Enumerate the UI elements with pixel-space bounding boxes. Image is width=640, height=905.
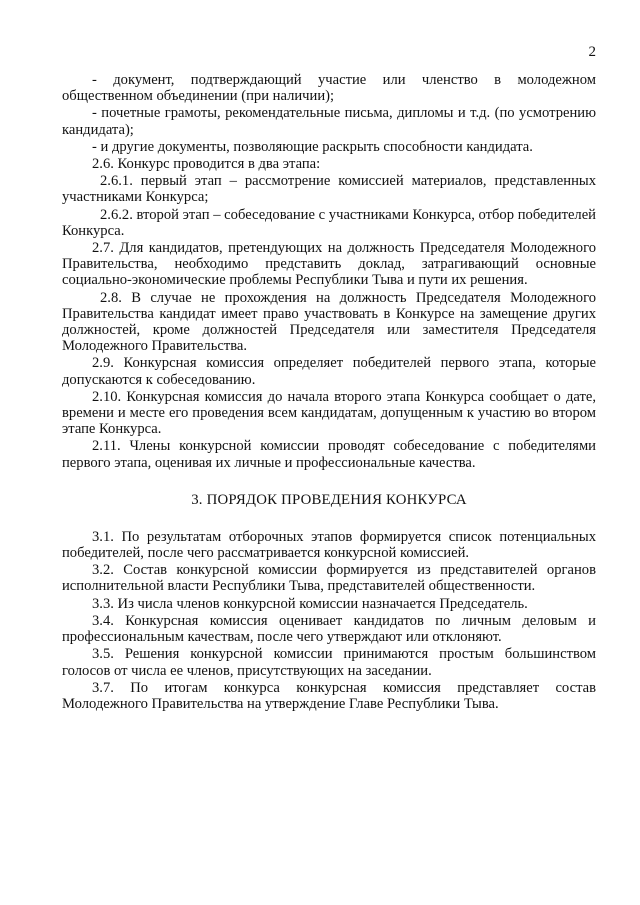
paragraph-3-2: 3.2. Состав конкурсной комиссии формируется из представителей органов исполнительной власти Республики Тыва, представителей общественности.: [62, 562, 596, 595]
paragraph-document-proof: - документ, подтверждающий участие или членство в молодежном общественном объединении (при наличии);: [62, 72, 596, 105]
paragraph-2-6-2: 2.6.2. второй этап – собеседование с участниками Конкурса, отбор победителей Конкурса.: [62, 206, 596, 239]
section-heading: 3. ПОРЯДОК ПРОВЕДЕНИЯ КОНКУРСА: [191, 491, 467, 508]
paragraph-3-4: 3.4. Конкурсная комиссия оценивает кандидатов по личным деловым и профессиональным качествам, после чего утверждают или отклоняют.: [62, 612, 596, 646]
paragraph-2-8: 2.8. В случае не прохождения на должность Председателя Молодежного Правительства кандидат имеет право участвовать в Конкурсе на замещение других должностей, кроме должностей Председателя или заместителя Председателя Молодежного Правительства.: [62, 289, 596, 355]
paragraph-2-11: 2.11. Члены конкурсной комиссии проводят собеседование с победителями первого этапа, оценивая их личные и профессиональные качества.: [62, 438, 596, 471]
paragraph-2-6: 2.6. Конкурс проводится в два этапа:: [92, 156, 321, 173]
paragraph-honors: - почетные грамоты, рекомендательные письма, дипломы и т.д. (по усмотрению кандидата);: [62, 105, 596, 138]
page-number: 2: [588, 44, 596, 60]
paragraph-3-7: 3.7. По итогам конкурса конкурсная комиссия представляет состав Молодежного Правительства на утверждение Главе Республики Тыва.: [62, 679, 596, 712]
paragraph-2-10: 2.10. Конкурсная комиссия до начала второго этапа Конкурса сообщает о дате, времени и месте его проведения всем кандидатам, допущенным к участию во втором этапе Конкурса.: [62, 388, 596, 438]
paragraph-3-5: 3.5. Решения конкурсной комиссии принимаются простым большинством голосов от числа ее членов, присутствующих на заседании.: [62, 646, 596, 679]
paragraph-2-7: 2.7. Для кандидатов, претендующих на должность Председателя Молодежного Правительства, необходимо представить доклад, затрагивающий основные социально-экономические проблемы Республики Тыва и пути их решения.: [62, 240, 596, 289]
paragraph-3-1: 3.1. По результатам отборочных этапов формируется список потенциальных победителей, после чего рассматривается конкурсной комиссией.: [62, 528, 596, 562]
paragraph-other-documents: - и другие документы, позволяющие раскрыть способности кандидата.: [92, 138, 533, 155]
paragraph-2-6-1: 2.6.1. первый этап – рассмотрение комиссией материалов, представленных участниками Конкурса;: [62, 173, 596, 206]
paragraph-2-9: 2.9. Конкурсная комиссия определяет победителей первого этапа, которые допускаются к собеседованию.: [62, 355, 596, 388]
document-body: [62, 72, 596, 712]
paragraph-3-3: 3.3. Из числа членов конкурсной комиссии назначается Председатель.: [92, 595, 528, 612]
